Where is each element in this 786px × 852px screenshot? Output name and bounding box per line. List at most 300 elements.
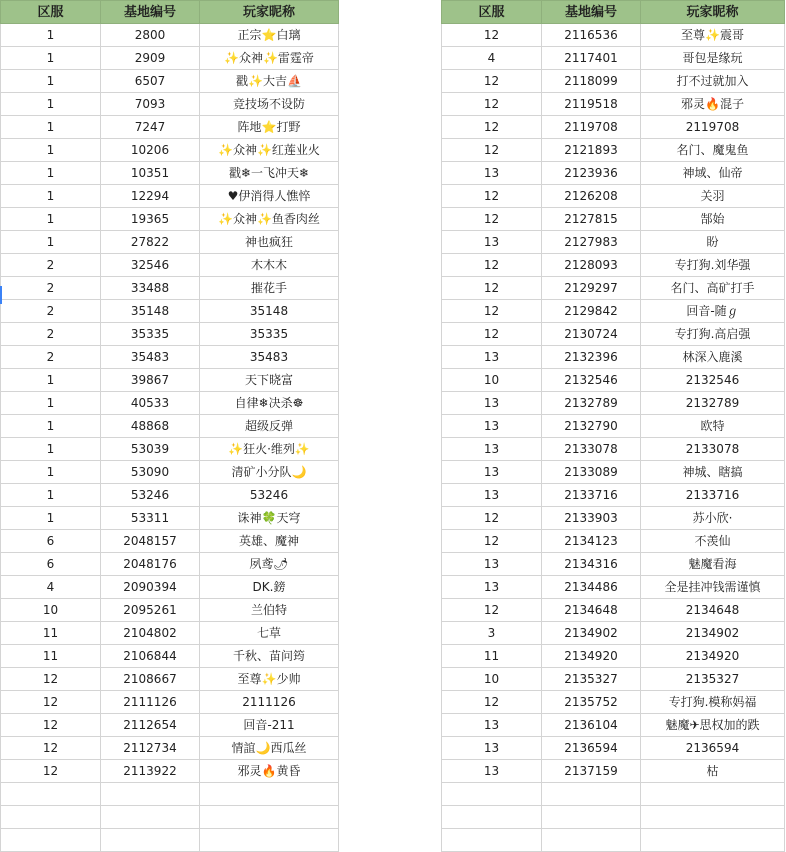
header-nickname[interactable]: 玩家昵称 <box>200 1 339 24</box>
cell-nickname[interactable]: 专打狗.刘华强 <box>641 254 785 277</box>
cell-server[interactable]: 13 <box>442 461 542 484</box>
cell-server[interactable]: 12 <box>1 714 101 737</box>
table-row <box>442 829 785 852</box>
table-row <box>1 47 339 70</box>
cell-base-id[interactable]: 2116536 <box>542 24 641 47</box>
cell-base-id[interactable]: 2134316 <box>542 553 641 576</box>
cell-nickname[interactable]: 情誼🌙西瓜丝 <box>200 737 339 760</box>
header-server[interactable]: 区服 <box>442 1 542 24</box>
cell-base-id[interactable]: 2117401 <box>542 47 641 70</box>
cell-base-id[interactable]: 2108667 <box>101 668 200 691</box>
cell-nickname[interactable]: 2111126 <box>200 691 339 714</box>
cell-base-id[interactable]: 35148 <box>101 300 200 323</box>
cell-nickname[interactable]: DK.鎊 <box>200 576 339 599</box>
table-row <box>442 599 785 622</box>
cell-server[interactable]: 13 <box>442 162 542 185</box>
cell-nickname[interactable]: 打不过就加入 <box>641 70 785 93</box>
cell-base-id[interactable]: 53246 <box>101 484 200 507</box>
cell-base-id[interactable]: 35335 <box>101 323 200 346</box>
cell-nickname[interactable]: 2133716 <box>641 484 785 507</box>
table-row <box>1 507 339 530</box>
cell-base-id[interactable]: 2126208 <box>542 185 641 208</box>
cell-nickname[interactable]: 神城、瞎搞 <box>641 461 785 484</box>
table-row <box>1 576 339 599</box>
table-row <box>442 70 785 93</box>
table-row <box>442 553 785 576</box>
cell-nickname[interactable]: 35335 <box>200 323 339 346</box>
table-row <box>442 691 785 714</box>
cell-server[interactable]: 13 <box>442 760 542 783</box>
table-row <box>442 415 785 438</box>
cell-nickname[interactable]: 至尊✨少帅 <box>200 668 339 691</box>
cell-nickname[interactable] <box>200 783 339 806</box>
cell-server[interactable]: 2 <box>1 346 101 369</box>
cell-server[interactable]: 12 <box>442 300 542 323</box>
cell-nickname[interactable]: 2134902 <box>641 622 785 645</box>
table-row <box>442 530 785 553</box>
cell-base-id[interactable]: 2048176 <box>101 553 200 576</box>
cell-server[interactable]: 13 <box>442 415 542 438</box>
table-row <box>442 760 785 783</box>
header-base-id[interactable]: 基地编号 <box>542 1 641 24</box>
cell-nickname[interactable]: 2119708 <box>641 116 785 139</box>
cell-server[interactable]: 4 <box>442 47 542 70</box>
table-row <box>1 461 339 484</box>
cell-base-id[interactable]: 2111126 <box>101 691 200 714</box>
cell-nickname[interactable]: 2132546 <box>641 369 785 392</box>
cell-nickname[interactable]: 自律❄决杀☸ <box>200 392 339 415</box>
cell-nickname[interactable]: 千秋、苗问筠 <box>200 645 339 668</box>
cell-server[interactable]: 12 <box>442 530 542 553</box>
table-row <box>442 116 785 139</box>
cell-base-id[interactable]: 53039 <box>101 438 200 461</box>
cell-base-id[interactable]: 2135327 <box>542 668 641 691</box>
cell-server[interactable]: 12 <box>442 507 542 530</box>
table-row <box>1 691 339 714</box>
cell-nickname[interactable]: 53246 <box>200 484 339 507</box>
cell-server[interactable]: 12 <box>1 737 101 760</box>
cell-base-id[interactable]: 2129842 <box>542 300 641 323</box>
table-row <box>442 576 785 599</box>
cell-nickname[interactable] <box>200 806 339 829</box>
cell-server[interactable]: 13 <box>442 576 542 599</box>
cell-nickname[interactable]: 英雄、魔神 <box>200 530 339 553</box>
cell-base-id[interactable]: 2132790 <box>542 415 641 438</box>
cell-base-id[interactable]: 2133716 <box>542 484 641 507</box>
cell-base-id[interactable]: 2133089 <box>542 461 641 484</box>
cell-base-id[interactable]: 2134486 <box>542 576 641 599</box>
cell-base-id[interactable]: 2132546 <box>542 369 641 392</box>
cell-nickname[interactable]: 超级反弹 <box>200 415 339 438</box>
cell-server[interactable]: 12 <box>1 760 101 783</box>
cell-server[interactable]: 6 <box>1 553 101 576</box>
cell-server[interactable] <box>442 806 542 829</box>
cell-nickname[interactable]: 诛神🍀天穹 <box>200 507 339 530</box>
cell-base-id[interactable]: 33488 <box>101 277 200 300</box>
table-row <box>1 231 339 254</box>
cell-nickname[interactable]: 盼 <box>641 231 785 254</box>
cell-server[interactable]: 1 <box>1 369 101 392</box>
table-row <box>442 93 785 116</box>
cell-base-id[interactable]: 2136104 <box>542 714 641 737</box>
table-row <box>442 622 785 645</box>
cell-base-id[interactable]: 2135752 <box>542 691 641 714</box>
cell-base-id[interactable]: 2133078 <box>542 438 641 461</box>
table-row <box>1 392 339 415</box>
cell-server[interactable]: 12 <box>442 116 542 139</box>
table-row <box>1 737 339 760</box>
cell-server[interactable]: 13 <box>442 392 542 415</box>
cell-server[interactable]: 2 <box>1 323 101 346</box>
cell-nickname[interactable]: 夙鸢🌶 <box>200 553 339 576</box>
cell-nickname[interactable]: 神也疯狂 <box>200 231 339 254</box>
cell-base-id[interactable]: 2119708 <box>542 116 641 139</box>
cell-base-id[interactable]: 2127983 <box>542 231 641 254</box>
table-row <box>1 415 339 438</box>
cell-nickname[interactable]: 回音-211 <box>200 714 339 737</box>
cell-nickname[interactable]: 枯 <box>641 760 785 783</box>
table-row <box>1 599 339 622</box>
cell-base-id[interactable]: 2133903 <box>542 507 641 530</box>
cell-server[interactable]: 2 <box>1 300 101 323</box>
table-row <box>1 346 339 369</box>
cell-nickname[interactable]: ✨狂火·维列✨ <box>200 438 339 461</box>
cell-base-id[interactable]: 2090394 <box>101 576 200 599</box>
cell-server[interactable]: 13 <box>442 714 542 737</box>
cell-base-id[interactable]: 27822 <box>101 231 200 254</box>
cell-base-id[interactable] <box>101 829 200 852</box>
table-row <box>442 277 785 300</box>
cell-nickname[interactable]: 2134648 <box>641 599 785 622</box>
cell-server[interactable] <box>1 806 101 829</box>
cell-server[interactable]: 12 <box>442 185 542 208</box>
cell-server[interactable]: 1 <box>1 162 101 185</box>
cell-base-id[interactable]: 2800 <box>101 24 200 47</box>
cell-base-id[interactable] <box>542 783 641 806</box>
cell-server[interactable]: 12 <box>442 208 542 231</box>
cell-nickname[interactable]: 不羡仙 <box>641 530 785 553</box>
cell-nickname[interactable]: ✨众神✨鱼香肉丝 <box>200 208 339 231</box>
cell-nickname[interactable] <box>200 829 339 852</box>
cell-nickname[interactable]: 正宗⭐白璃 <box>200 24 339 47</box>
cell-server[interactable]: 6 <box>1 530 101 553</box>
cell-server[interactable]: 12 <box>442 139 542 162</box>
table-row <box>1 208 339 231</box>
row-selection-marker <box>0 286 2 304</box>
cell-server[interactable]: 2 <box>1 277 101 300</box>
cell-nickname[interactable]: 哥包是缘玩 <box>641 47 785 70</box>
left-table-body <box>1 24 339 852</box>
cell-base-id[interactable]: 2134920 <box>542 645 641 668</box>
cell-nickname[interactable]: ✨众神✨雷霆帝 <box>200 47 339 70</box>
table-row <box>442 783 785 806</box>
table-row <box>1 162 339 185</box>
cell-base-id[interactable]: 19365 <box>101 208 200 231</box>
table-row <box>1 369 339 392</box>
cell-base-id[interactable]: 2128093 <box>542 254 641 277</box>
cell-base-id[interactable]: 48868 <box>101 415 200 438</box>
table-row <box>1 783 339 806</box>
cell-server[interactable]: 13 <box>442 438 542 461</box>
cell-server[interactable]: 12 <box>442 691 542 714</box>
table-row <box>1 806 339 829</box>
cell-base-id[interactable]: 2132396 <box>542 346 641 369</box>
cell-nickname[interactable]: 戳❄一飞冲天❄ <box>200 162 339 185</box>
table-row <box>442 300 785 323</box>
cell-nickname[interactable]: ♥伊消得人憔悴 <box>200 185 339 208</box>
cell-base-id[interactable]: 2132789 <box>542 392 641 415</box>
cell-base-id[interactable]: 2113922 <box>101 760 200 783</box>
cell-nickname[interactable] <box>641 806 785 829</box>
cell-server[interactable]: 12 <box>442 599 542 622</box>
left-player-table <box>0 0 339 852</box>
cell-nickname[interactable]: 名门、魔鬼鱼 <box>641 139 785 162</box>
cell-base-id[interactable]: 2048157 <box>101 530 200 553</box>
cell-base-id[interactable] <box>101 783 200 806</box>
cell-base-id[interactable] <box>101 806 200 829</box>
cell-nickname[interactable]: 魅魔✈思权加的跌 <box>641 714 785 737</box>
cell-server[interactable] <box>1 829 101 852</box>
header-server[interactable]: 区服 <box>1 1 101 24</box>
cell-nickname[interactable]: 木木木 <box>200 254 339 277</box>
cell-server[interactable]: 1 <box>1 185 101 208</box>
right-player-table <box>441 0 785 852</box>
cell-base-id[interactable]: 40533 <box>101 392 200 415</box>
table-row <box>1 24 339 47</box>
table-row <box>442 47 785 70</box>
table-row <box>442 323 785 346</box>
cell-server[interactable]: 2 <box>1 254 101 277</box>
table-row <box>442 346 785 369</box>
cell-nickname[interactable]: 戳✨大吉⛵ <box>200 70 339 93</box>
table-row <box>1 254 339 277</box>
cell-server[interactable]: 10 <box>442 668 542 691</box>
cell-nickname[interactable]: 天下晓富 <box>200 369 339 392</box>
cell-server[interactable]: 10 <box>442 369 542 392</box>
cell-nickname[interactable]: 清矿小分队🌙 <box>200 461 339 484</box>
cell-server[interactable]: 12 <box>442 70 542 93</box>
table-row <box>442 737 785 760</box>
table-row <box>1 484 339 507</box>
cell-nickname[interactable]: 回音-随ℊ <box>641 300 785 323</box>
cell-base-id[interactable]: 2104802 <box>101 622 200 645</box>
table-row <box>1 185 339 208</box>
cell-base-id[interactable]: 53090 <box>101 461 200 484</box>
cell-server[interactable]: 1 <box>1 231 101 254</box>
cell-nickname[interactable]: 神域、仙帝 <box>641 162 785 185</box>
cell-server[interactable]: 11 <box>1 622 101 645</box>
cell-nickname[interactable]: 专打狗.高启强 <box>641 323 785 346</box>
cell-base-id[interactable]: 2134123 <box>542 530 641 553</box>
cell-server[interactable]: 4 <box>1 576 101 599</box>
cell-nickname[interactable]: 2134920 <box>641 645 785 668</box>
cell-nickname[interactable]: 35483 <box>200 346 339 369</box>
cell-server[interactable]: 12 <box>442 277 542 300</box>
cell-server[interactable]: 13 <box>442 231 542 254</box>
cell-base-id[interactable]: 2130724 <box>542 323 641 346</box>
table-row <box>1 622 339 645</box>
table-row <box>1 645 339 668</box>
cell-base-id[interactable]: 7093 <box>101 93 200 116</box>
table-row <box>442 24 785 47</box>
table-row <box>442 507 785 530</box>
cell-base-id[interactable]: 2095261 <box>101 599 200 622</box>
table-row <box>442 162 785 185</box>
cell-nickname[interactable]: 至尊✨震哥 <box>641 24 785 47</box>
cell-base-id[interactable]: 2106844 <box>101 645 200 668</box>
cell-server[interactable]: 1 <box>1 139 101 162</box>
cell-base-id[interactable]: 7247 <box>101 116 200 139</box>
cell-nickname[interactable]: 35148 <box>200 300 339 323</box>
table-row <box>1 668 339 691</box>
table-row <box>1 760 339 783</box>
cell-server[interactable]: 13 <box>442 737 542 760</box>
cell-server[interactable]: 1 <box>1 484 101 507</box>
cell-server[interactable] <box>442 829 542 852</box>
header-base-id[interactable]: 基地编号 <box>101 1 200 24</box>
table-row <box>442 208 785 231</box>
table-row <box>1 714 339 737</box>
cell-server[interactable]: 12 <box>1 668 101 691</box>
cell-server[interactable]: 13 <box>442 484 542 507</box>
cell-nickname[interactable]: 欧特 <box>641 415 785 438</box>
cell-nickname[interactable]: 摧花手 <box>200 277 339 300</box>
cell-server[interactable]: 12 <box>442 254 542 277</box>
cell-base-id[interactable]: 2909 <box>101 47 200 70</box>
table-row <box>1 323 339 346</box>
table-row <box>1 139 339 162</box>
table-row <box>442 714 785 737</box>
table-row <box>1 93 339 116</box>
cell-server[interactable]: 11 <box>1 645 101 668</box>
cell-server[interactable]: 12 <box>1 691 101 714</box>
right-header-row <box>442 1 785 24</box>
cell-server[interactable]: 12 <box>442 93 542 116</box>
table-row <box>442 645 785 668</box>
table-row <box>442 806 785 829</box>
cell-nickname[interactable]: ✨众神✨红莲业火 <box>200 139 339 162</box>
cell-nickname[interactable]: 郜始 <box>641 208 785 231</box>
cell-base-id[interactable]: 2136594 <box>542 737 641 760</box>
cell-base-id[interactable]: 2129297 <box>542 277 641 300</box>
table-row <box>1 438 339 461</box>
cell-server[interactable] <box>1 783 101 806</box>
cell-nickname[interactable]: 关羽 <box>641 185 785 208</box>
cell-nickname[interactable]: 名门、高矿打手 <box>641 277 785 300</box>
cell-base-id[interactable]: 2123936 <box>542 162 641 185</box>
cell-base-id[interactable]: 2112654 <box>101 714 200 737</box>
cell-server[interactable]: 1 <box>1 208 101 231</box>
cell-nickname[interactable]: 七草 <box>200 622 339 645</box>
cell-base-id[interactable]: 2127815 <box>542 208 641 231</box>
table-row <box>1 70 339 93</box>
cell-nickname[interactable]: 阵地⭐打野 <box>200 116 339 139</box>
cell-base-id[interactable]: 2119518 <box>542 93 641 116</box>
cell-base-id[interactable]: 2137159 <box>542 760 641 783</box>
cell-base-id[interactable]: 2134902 <box>542 622 641 645</box>
cell-nickname[interactable] <box>641 783 785 806</box>
cell-base-id[interactable]: 2112734 <box>101 737 200 760</box>
cell-server[interactable]: 1 <box>1 392 101 415</box>
cell-base-id[interactable]: 2134648 <box>542 599 641 622</box>
cell-nickname[interactable]: 全是挂冲钱需谨慎 <box>641 576 785 599</box>
table-row <box>1 553 339 576</box>
table-row <box>442 139 785 162</box>
cell-server[interactable]: 1 <box>1 507 101 530</box>
cell-nickname[interactable] <box>641 829 785 852</box>
table-row <box>1 300 339 323</box>
table-row <box>442 484 785 507</box>
table-row <box>1 829 339 852</box>
cell-server[interactable]: 1 <box>1 47 101 70</box>
right-table-body <box>442 24 785 852</box>
cell-base-id[interactable]: 6507 <box>101 70 200 93</box>
cell-nickname[interactable]: 兰伯特 <box>200 599 339 622</box>
cell-nickname[interactable]: 2136594 <box>641 737 785 760</box>
cell-server[interactable]: 13 <box>442 553 542 576</box>
cell-server[interactable]: 12 <box>442 323 542 346</box>
cell-server[interactable]: 10 <box>1 599 101 622</box>
table-row <box>442 461 785 484</box>
table-row <box>442 392 785 415</box>
cell-nickname[interactable]: 邪灵🔥黄昏 <box>200 760 339 783</box>
cell-base-id[interactable]: 10351 <box>101 162 200 185</box>
cell-base-id[interactable]: 39867 <box>101 369 200 392</box>
table-row <box>442 668 785 691</box>
table-row <box>442 369 785 392</box>
cell-server[interactable]: 1 <box>1 70 101 93</box>
cell-nickname[interactable]: 2132789 <box>641 392 785 415</box>
cell-nickname[interactable]: 竞技场不设防 <box>200 93 339 116</box>
cell-server[interactable]: 1 <box>1 24 101 47</box>
cell-nickname[interactable]: 林深入鹿溪 <box>641 346 785 369</box>
cell-server[interactable]: 3 <box>442 622 542 645</box>
cell-nickname[interactable]: 邪灵🔥混子 <box>641 93 785 116</box>
table-row <box>1 530 339 553</box>
table-row <box>442 438 785 461</box>
cell-server[interactable] <box>442 783 542 806</box>
cell-nickname[interactable]: 2133078 <box>641 438 785 461</box>
cell-base-id[interactable]: 35483 <box>101 346 200 369</box>
cell-base-id[interactable] <box>542 806 641 829</box>
cell-base-id[interactable]: 53311 <box>101 507 200 530</box>
cell-server[interactable]: 12 <box>442 24 542 47</box>
cell-server[interactable]: 1 <box>1 93 101 116</box>
cell-server[interactable]: 1 <box>1 415 101 438</box>
header-nickname[interactable]: 玩家昵称 <box>641 1 785 24</box>
cell-server[interactable]: 13 <box>442 346 542 369</box>
cell-nickname[interactable]: 专打狗.模称妈福 <box>641 691 785 714</box>
cell-base-id[interactable]: 2118099 <box>542 70 641 93</box>
cell-server[interactable]: 11 <box>442 645 542 668</box>
table-row <box>442 185 785 208</box>
cell-base-id[interactable] <box>542 829 641 852</box>
cell-base-id[interactable]: 12294 <box>101 185 200 208</box>
cell-server[interactable]: 1 <box>1 461 101 484</box>
cell-nickname[interactable]: 魅魔看海 <box>641 553 785 576</box>
left-header-row <box>1 1 339 24</box>
cell-nickname[interactable]: 苏小欣· <box>641 507 785 530</box>
table-row <box>442 254 785 277</box>
table-row <box>1 116 339 139</box>
cell-nickname[interactable]: 2135327 <box>641 668 785 691</box>
cell-base-id[interactable]: 2121893 <box>542 139 641 162</box>
cell-server[interactable]: 1 <box>1 116 101 139</box>
cell-server[interactable]: 1 <box>1 438 101 461</box>
cell-base-id[interactable]: 10206 <box>101 139 200 162</box>
cell-base-id[interactable]: 32546 <box>101 254 200 277</box>
table-row <box>442 231 785 254</box>
